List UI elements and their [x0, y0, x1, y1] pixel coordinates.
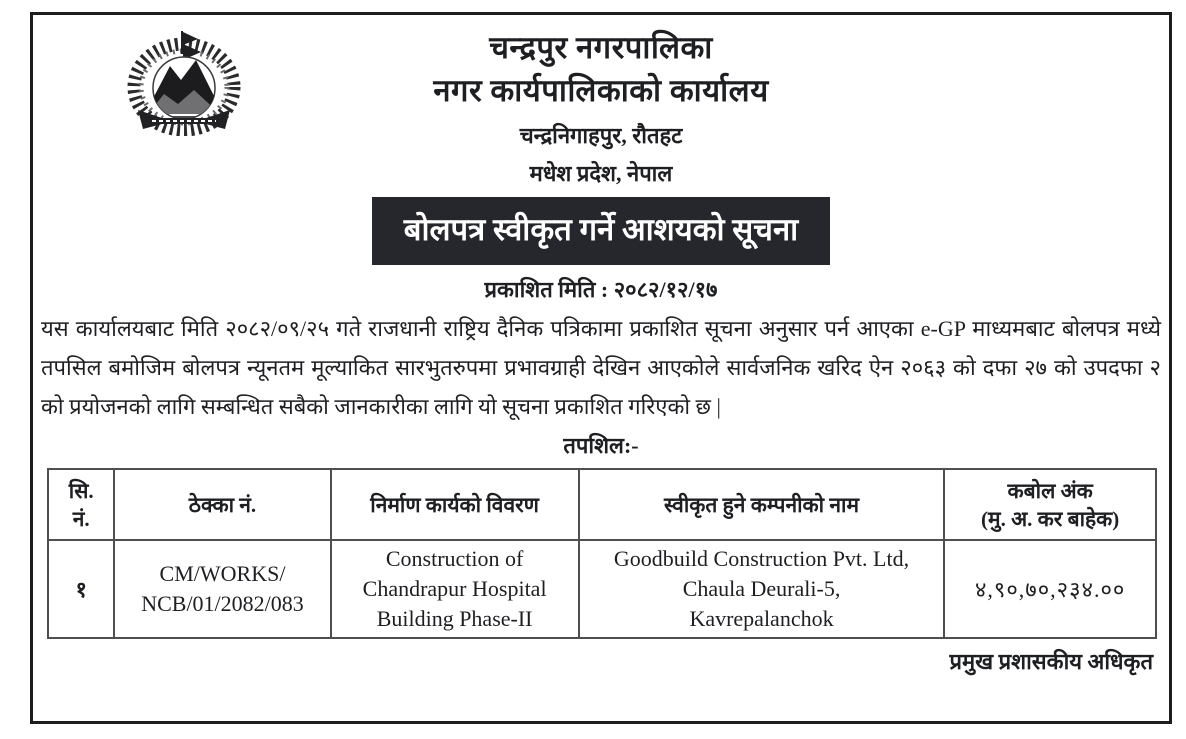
org-name-title: चन्द्रपुर नगरपालिका — [489, 30, 713, 65]
contract-number-line2: NCB/01/2082/083 — [141, 591, 304, 616]
col-header-quoted-amount — [944, 469, 1156, 540]
work-description-line1: Construction of — [385, 546, 524, 571]
col-header-serial-number-line1: सि. — [68, 478, 94, 503]
notice-body-paragraph: यस कार्यालयबाट मिति २०८२/०९/२५ गते राजधानी राष्ट्रिय दैनिक पत्रिकामा प्रकाशित सूचना अनुसार पर्न आएका e-GP माध्यमबाट बोलपत्र मध्ये तपसिल बमोजिम बोलपत्र न्यूनतम मूल्याकित सारभुतरुपमा प्रभावग्राही देखिन आएकोले सार्वजनिक खरिद ऐन २०६३ को दफा २७ को उपदफा २ को प्रयोजनको लागि सम्बन्धित सबैको जानकारीका लागि यो सूचना प्रकाशित गरिएको छ | — [41, 316, 1161, 419]
contract-number-line1: CM/WORKS/ — [159, 561, 286, 586]
col-header-serial-number — [48, 469, 114, 540]
work-description-line2: Chandrapur Hospital — [362, 576, 547, 601]
col-header-quoted-amount-line1: कबोल अंक — [1007, 478, 1093, 503]
col-header-serial-number-line2: नं. — [72, 506, 90, 531]
quoted-amount-cell: ४,९०,७०,२३४.०० — [944, 540, 1156, 638]
serial-number-cell: १ — [48, 540, 114, 638]
col-header-quoted-amount-line2: (मु. अ. कर बाहेक) — [981, 506, 1120, 531]
details-heading: तपशिल:- — [563, 433, 639, 458]
letterhead — [33, 15, 1169, 188]
col-header-work-description: निर्माण कार्यको विवरण — [331, 469, 579, 540]
company-name-line2: Chaula Deurali-5, — [682, 576, 841, 601]
published-date: प्रकाशित मिति : २०८२/१२/१७ — [484, 277, 718, 302]
col-header-contract-number: ठेक्का नं. — [114, 469, 330, 540]
tender-table — [47, 468, 1157, 639]
notice-banner-title: बोलपत्र स्वीकृत गर्ने आशयको सूचना — [372, 197, 830, 265]
company-name-cell — [579, 540, 945, 638]
table-row — [48, 540, 1156, 638]
work-description-line3: Building Phase-II — [376, 606, 533, 631]
signature-title: प्रमुख प्रशासकीय अधिकृत — [949, 649, 1153, 674]
col-header-company-name: स्वीकृत हुने कम्पनीको नाम — [579, 469, 945, 540]
company-name-line1: Goodbuild Construction Pvt. Ltd, — [613, 546, 910, 571]
notice-banner — [33, 197, 1169, 265]
contract-number-cell — [114, 540, 330, 638]
page-content — [33, 15, 1169, 721]
address-line: चन्द्रनिगाहपुर, रौतहट — [519, 123, 683, 148]
office-name-title: नगर कार्यपालिकाको कार्यालय — [433, 73, 769, 108]
company-name-line3: Kavrepalanchok — [689, 606, 834, 631]
province-line: मधेश प्रदेश, नेपाल — [529, 161, 673, 186]
table-header-row — [48, 469, 1156, 540]
work-description-cell — [331, 540, 579, 638]
